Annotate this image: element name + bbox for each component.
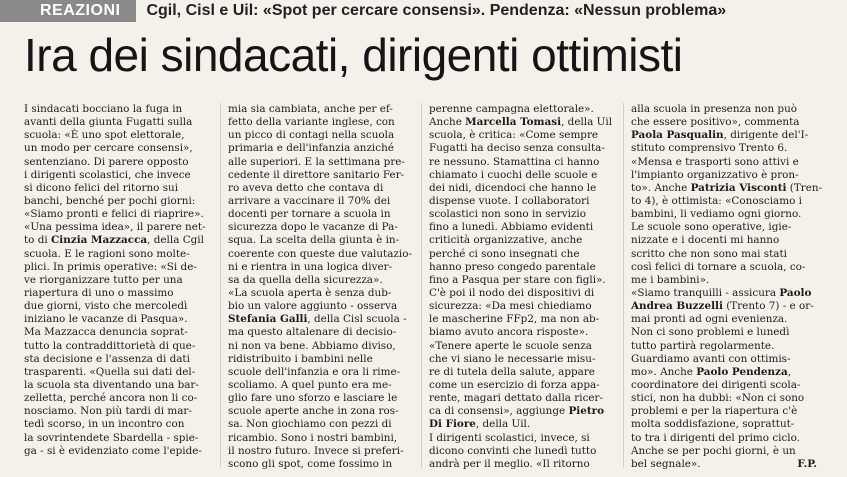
text-line: re di tutela della salute, appare	[429, 365, 595, 378]
text-line: ro aveva detto che contava di	[228, 181, 384, 194]
text-line: la sovrintendete Sbardella - spie-	[24, 431, 199, 444]
text-line: Paola Pasqualin, dirigente del'I-	[631, 129, 809, 142]
text-line: trasparenti. «Quella sui dati del-	[24, 365, 196, 378]
text-line: to tra i dirigenti del primo ciclo.	[631, 431, 800, 444]
article-topbar	[0, 0, 847, 22]
text-line: docenti per tornare a scuola in	[228, 208, 391, 221]
text-line: «Tenere aperte le scuole senza	[429, 339, 592, 352]
text-line: scono gli spot, come fossimo in	[228, 457, 393, 470]
text-line: biamo avuto ancora risposte».	[429, 326, 589, 339]
text-line: to». Anche Patrizia Visconti (Tren-	[631, 181, 823, 194]
text-line: due giorni, visto che mercoledì	[24, 300, 188, 313]
text-line: bambini, li vediamo ogni giorno.	[631, 208, 802, 221]
text-line: mo». Anche Paolo Pendenza,	[631, 365, 792, 378]
text-line: coordinatore dei dirigenti scola-	[631, 378, 801, 391]
text-line: Stefania Galli, della Cisl scuola -	[228, 313, 407, 326]
text-line: Ma Mazzacca denuncia soprat-	[24, 326, 188, 339]
text-line: scritto che non sono mai stati	[631, 247, 787, 260]
text-line: squa. La scelta della giunta è in-	[228, 234, 400, 247]
person-name: Patrizia Visconti	[690, 181, 787, 194]
text-line: stituto comprensivo Trento 6.	[631, 142, 788, 155]
kicker: Cgil, Cisl e Uil: «Spot per cercare consensi». Pendenza: «Nessun problema»	[146, 2, 727, 19]
text-line: scoliamo. A quel punto era me-	[228, 378, 392, 391]
text-line: sa. Non giochiamo con pezzi di	[228, 418, 392, 431]
text-line: Fugatti ha deciso senza consulta-	[429, 142, 605, 155]
text-line: re nessuno. Stamattina ci hanno	[429, 155, 600, 168]
text-line: to di Cinzia Mazzacca, della Cgil	[24, 234, 204, 247]
text-line: Le scuole sono operative, igie-	[631, 221, 792, 234]
text-line: ca di consensi», aggiunge Pietro	[429, 405, 605, 418]
text-line: l'impianto organizzativo è pron-	[631, 168, 799, 181]
text-line: scolastici non sono in servizio	[429, 208, 586, 221]
text-line: sta decisione e l'assenza di dati	[24, 352, 190, 365]
text-line: scuola, è critica: «Come sempre	[429, 129, 599, 142]
text-line: criticità organizzative, anche	[429, 234, 583, 247]
text-line: tutto la contraddittorietà di que-	[24, 339, 196, 352]
text-line: fino a lunedì. Abbiamo evidenti	[429, 221, 594, 234]
text-line: ve riorganizzare tutto per una	[24, 273, 183, 286]
person-name: Marcella Tomasi	[465, 116, 562, 129]
text-line: alle superiori. E la settimana pre-	[228, 155, 405, 168]
text-line: glio fare uno sforzo e lasciare le	[228, 392, 398, 405]
text-line: nosciamo. Non più tardi di mar-	[24, 405, 192, 418]
article-column-3	[429, 103, 615, 473]
text-line: arrivare a vaccinare il 70% dei	[228, 194, 391, 207]
text-line: rente, magari dettato dalla ricer-	[429, 392, 604, 405]
text-line: sicurezza: «Da mesi chiediamo	[429, 300, 592, 313]
person-name: Cinzia Mazzacca	[51, 234, 148, 247]
text-line: coerente con queste due valutazio-	[228, 247, 412, 260]
text-line: primaria e dell'infanzia anziché	[228, 142, 394, 155]
text-line: zelletta, perché ancora non li co-	[24, 392, 198, 405]
text-line: ni non va bene. Abbiamo diviso,	[228, 339, 396, 352]
text-line: andrà per il meglio. «Il ritorno	[429, 457, 590, 470]
text-line: dicono convinti che lunedì tutto	[429, 444, 597, 457]
text-line: perenne campagna elettorale».	[429, 103, 594, 115]
text-line: dispense vuote. I collaboratori	[429, 194, 590, 207]
text-line: «Una pessima idea», il parere net-	[24, 221, 206, 234]
text-line: Guardiamo avanti con ottimis-	[631, 352, 791, 365]
text-line: iniziano le vacanze di Pasqua».	[24, 313, 188, 326]
person-name: Paolo	[779, 286, 812, 299]
text-line: ma questo altalenare di decisio-	[228, 326, 397, 339]
text-line: scuole aperte anche in zona ros-	[228, 405, 399, 418]
text-line: bel segnale». F.P.	[631, 457, 817, 470]
column-divider	[421, 103, 422, 468]
person-name: Di Fiore	[429, 418, 476, 431]
text-line: stici, non ha dubbi: «Non ci sono	[631, 392, 805, 405]
person-name: Paolo Pendenza	[696, 365, 788, 378]
text-line: cedente il direttore sanitario Fer-	[228, 168, 405, 181]
text-line: le mascherine FFp2, ma non ab-	[429, 313, 600, 326]
text-line: Anche Marcella Tomasi, della Uil	[429, 116, 613, 129]
text-line: alla scuola in presenza non può	[631, 103, 798, 115]
text-line: si dicono felici del ritorno sui	[24, 181, 179, 194]
text-line: Di Fiore, della Uil.	[429, 418, 531, 431]
text-line: «La scuola aperta è senza dub-	[228, 286, 392, 299]
article-column-2	[228, 103, 414, 473]
text-line: la scuola sta diventando una bar-	[24, 378, 199, 391]
text-line: fino a Pasqua per stare con figli».	[429, 273, 606, 286]
text-line: mia sia cambiata, anche per ef-	[228, 103, 393, 115]
text-line: tutto partirà regolarmente.	[631, 339, 775, 352]
text-line: «Mensa e trasporti sono attivi e	[631, 155, 799, 168]
text-line: i dirigenti scolastici, che invece	[24, 168, 191, 181]
text-line: bio un valore aggiunto - osserva	[228, 300, 398, 313]
text-line: un picco di contagi nella scuola	[228, 129, 395, 142]
text-line: to 4), è ottimista: «Conosciamo i	[631, 194, 802, 207]
text-line: fetto della variante inglese, con	[228, 116, 395, 129]
text-line: dei nidi, dicendoci che hanno le	[429, 181, 597, 194]
text-line: ridistribuito i bambini nelle	[228, 352, 373, 365]
text-line: I sindacati bocciano la fuga in	[24, 103, 183, 115]
text-line: tedì scorso, in un incontro con	[24, 418, 185, 431]
author-signature: F.P.	[797, 457, 817, 470]
text-line: Anche se per pochi giorni, è un	[631, 444, 796, 457]
text-line: Non ci sono problemi e lunedì	[631, 326, 790, 339]
person-name: Andrea Buzzelli	[631, 300, 723, 313]
person-name: Pietro	[568, 405, 605, 418]
text-line: «Siamo tranquilli - assicura Paolo	[631, 286, 812, 299]
text-line: un modo per cercare consensi»,	[24, 142, 193, 155]
text-line: ni e rientra in una logica diver-	[228, 260, 393, 273]
text-line: problemi e per la riapertura c'è	[631, 405, 798, 418]
text-line: sa da quella della sicurezza».	[228, 273, 383, 286]
text-line: ga - si è evidenziato come l'epide-	[24, 444, 202, 457]
text-line: come un esercizio di forza appa-	[429, 378, 600, 391]
text-line: sicurezza dopo le vacanze di Pa-	[228, 221, 398, 234]
text-line: scuole dell'infanzia e ora li rime-	[228, 365, 401, 378]
text-line: I dirigenti scolastici, invece, si	[429, 431, 590, 444]
text-line: mai pronti ad ogni evenienza.	[631, 313, 788, 326]
headline: Ira dei sindacati, dirigenti ottimisti	[24, 29, 683, 81]
text-line: riapertura di uno o massimo	[24, 286, 174, 299]
section-tag: REAZIONI	[0, 0, 136, 22]
text-line: scuola: «È uno spot elettorale,	[24, 129, 185, 142]
text-line: banchi, benché per pochi giorni:	[24, 194, 196, 207]
text-line: così felici di tornare a scuola, co-	[631, 260, 806, 273]
text-line: il nostro futuro. Invece si preferi-	[228, 444, 404, 457]
person-name: Paola Pasqualin	[631, 129, 724, 142]
column-divider	[623, 103, 624, 468]
text-line: scuola. E le ragioni sono molte-	[24, 247, 190, 260]
text-line: che vi siano le necessarie misu-	[429, 352, 596, 365]
person-name: Stefania Galli	[228, 313, 308, 326]
text-line: che essere positivo», commenta	[631, 116, 800, 129]
text-line: C'è poi il nodo dei dispositivi di	[429, 286, 595, 299]
column-divider	[220, 103, 221, 468]
article-column-4	[631, 103, 823, 473]
text-line: perché ci sono insegnati che	[429, 247, 580, 260]
text-line: hanno preso congedo parentale	[429, 260, 596, 273]
text-line: nizzate e i docenti mi hanno	[631, 234, 780, 247]
text-line: me i bambini».	[631, 273, 710, 286]
text-line: chiamato i cuochi delle scuole e	[429, 168, 598, 181]
text-line: molta soddisfazione, soprattut-	[631, 418, 795, 431]
text-line: Andrea Buzzelli (Trento 7) - e or-	[631, 300, 814, 313]
text-line: ricambio. Sono i nostri bambini,	[228, 431, 398, 444]
text-line: «Siamo pronti e felici di riaprire».	[24, 208, 204, 221]
text-line: sentenziano. Di parere opposto	[24, 155, 189, 168]
article-column-1	[24, 103, 210, 473]
text-line: plici. In primis operative: «Si de-	[24, 260, 197, 273]
text-line: avanti della giunta Fugatti sulla	[24, 116, 193, 129]
